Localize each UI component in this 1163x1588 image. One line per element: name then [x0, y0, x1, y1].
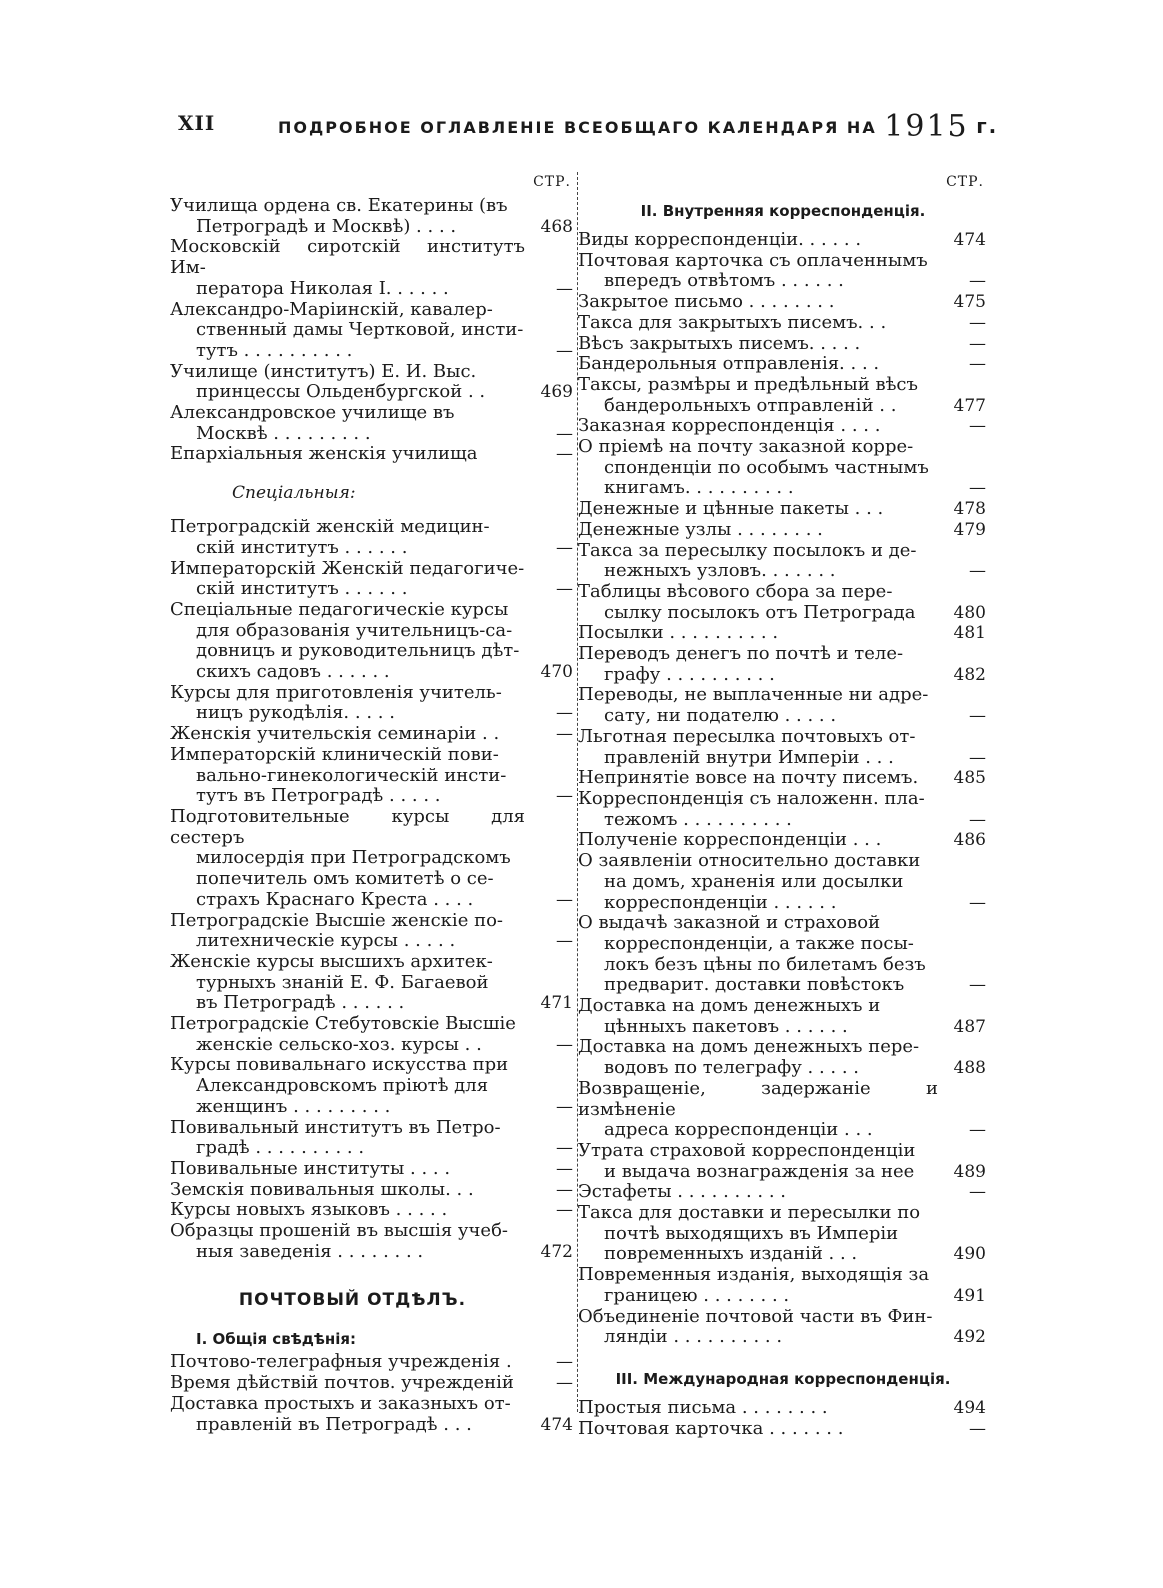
toc-entry-text [578, 582, 988, 623]
toc-entry-line: Полученіе корреспонденціи . . . [578, 829, 882, 851]
toc-entry [578, 685, 988, 726]
toc-entry-line: скихъ садовъ . . . . . . [196, 661, 390, 683]
toc-entry-text [578, 230, 988, 251]
left-page-column-label: СТР. [533, 174, 571, 190]
toc-entry-line: графу . . . . . . . . . . [604, 663, 775, 685]
toc-entry-line: Такса за пересылку посылокъ и де- [578, 539, 917, 561]
toc-entry-line: ляндіи . . . . . . . . . . [604, 1326, 783, 1348]
toc-entry-page: — [556, 703, 573, 724]
toc-entry-page: — [556, 724, 573, 745]
toc-entry-page: — [969, 706, 986, 727]
toc-entry-line: ственный дамы Чертковой, инсти- [196, 319, 524, 341]
toc-entry-line: Бандерольныя отправленія. . . . [578, 353, 880, 375]
toc-entry [578, 1141, 988, 1182]
toc-entry-line: границею . . . . . . . . [604, 1284, 790, 1306]
toc-entry-page: — [556, 1138, 573, 1159]
toc-entry-line: Александровское училище въ [170, 402, 455, 424]
toc-entry [170, 559, 575, 600]
toc-entry-line: Утрата страховой корреспонденціи [578, 1139, 916, 1161]
toc-entry-text [170, 1118, 575, 1159]
toc-entry [170, 911, 575, 952]
toc-entry-page: — [969, 1418, 986, 1439]
toc-entry-line: Земскія повивальныя школы. . . [170, 1178, 474, 1200]
toc-entry-page: — [556, 1200, 573, 1221]
toc-entry-page: — [556, 278, 573, 299]
toc-entry-line: литехническіе курсы . . . . . [196, 930, 456, 952]
toc-entry-line: Образцы прошеній въ высшія учеб- [170, 1220, 508, 1242]
toc-entry-line: Доставка на домъ денежныхъ и [578, 995, 881, 1017]
toc-entry [170, 1221, 575, 1262]
toc-entry-line: Корреспонденція съ наложенн. пла- [578, 787, 925, 809]
toc-entry-page: — [556, 444, 573, 465]
toc-entry-page: 469 [540, 382, 573, 403]
toc-entry-page: 489 [953, 1161, 986, 1182]
toc-entry-page: — [969, 809, 986, 830]
left-group-special [170, 517, 575, 1262]
toc-entry-page: — [969, 1182, 986, 1203]
toc-entry [578, 623, 988, 644]
toc-entry [170, 403, 575, 444]
toc-entry-text [578, 499, 988, 520]
toc-entry-text [170, 724, 575, 745]
toc-entry-page: 491 [953, 1285, 986, 1306]
toc-entry-text [170, 911, 575, 952]
toc-entry-line: повременныхъ изданій . . . [604, 1243, 858, 1265]
toc-entry-text [578, 789, 988, 830]
toc-entry [170, 237, 575, 299]
toc-entry-text [578, 354, 988, 375]
page-header [0, 103, 1163, 143]
left-group-postal [170, 1352, 575, 1435]
toc-entry-line: Повивальные институты . . . . [170, 1157, 451, 1179]
toc-entry-text [170, 952, 575, 1014]
toc-entry-page: 479 [953, 519, 986, 540]
toc-entry-line: принцессы Ольденбургской . . [196, 381, 486, 403]
special-heading: Спеціальныя: [232, 483, 356, 504]
toc-entry-line: Александро-Маріинскій, кавалер- [170, 298, 493, 320]
toc-entry-text [578, 1182, 988, 1203]
toc-entry [578, 334, 988, 355]
toc-entry-page: — [969, 561, 986, 582]
toc-entry-line: Курсы новыхъ языковъ . . . . . [170, 1199, 448, 1221]
toc-entry-page: 472 [540, 1241, 573, 1262]
toc-entry-line: Курсы повивальнаго искусства при [170, 1054, 509, 1076]
toc-entry-text [578, 313, 988, 334]
toc-entry-line: Вѣсъ закрытыхъ писемъ. . . . . [578, 332, 861, 354]
toc-entry-page: — [969, 478, 986, 499]
toc-entry [170, 1200, 575, 1221]
toc-entry-text [578, 1079, 988, 1141]
left-column [170, 168, 575, 1435]
toc-entry-text [578, 1398, 988, 1419]
toc-entry-page: — [969, 975, 986, 996]
toc-entry-text [578, 913, 988, 996]
toc-entry-page: — [556, 1179, 573, 1200]
toc-entry-text [578, 520, 988, 541]
toc-entry-page: — [556, 1352, 573, 1373]
toc-entry [578, 727, 988, 768]
toc-entry-line: цѣнныхъ пакетовъ . . . . . . [604, 1015, 848, 1037]
toc-entry-line: Александровскомъ пріютѣ для [196, 1075, 489, 1097]
toc-entry [170, 1118, 575, 1159]
toc-entry-line: Доставка простыхъ и заказныхъ от- [170, 1392, 511, 1414]
toc-entry-page: 481 [953, 623, 986, 644]
running-title [278, 109, 998, 144]
toc-entry [578, 499, 988, 520]
toc-entry-line: Почтовая карточка . . . . . . . [578, 1417, 844, 1439]
toc-entry-page: 482 [953, 664, 986, 685]
toc-entry [170, 724, 575, 745]
toc-entry-text [578, 251, 988, 292]
toc-entry [578, 996, 988, 1037]
toc-entry-line: Возвращеніе, задержаніе и измѣненіе [578, 1077, 938, 1120]
toc-entry-line: О заявленіи относительно доставки [578, 850, 921, 872]
toc-entry-page: 488 [953, 1058, 986, 1079]
toc-entry-page: — [556, 786, 573, 807]
toc-entry-line: Эстафеты . . . . . . . . . . [578, 1181, 787, 1203]
toc-entry-page: 470 [540, 662, 573, 683]
toc-entry-line: ныя заведенія . . . . . . . . [196, 1240, 424, 1262]
toc-entry [578, 768, 988, 789]
toc-entry-text [170, 444, 575, 465]
toc-entry-line: Женскія учительскія семинаріи . . [170, 723, 500, 745]
toc-entry-text [578, 644, 988, 685]
toc-entry-line: въ Петроградѣ . . . . . . [196, 992, 405, 1014]
toc-entry-text [170, 1180, 575, 1201]
toc-entry-line: тежомъ . . . . . . . . . . [604, 808, 792, 830]
toc-entry-line: Училища ордена св. Екатерины (въ [170, 195, 508, 216]
toc-entry-line: Непринятіе вовсе на почту писемъ. [578, 767, 919, 789]
toc-entry [578, 541, 988, 582]
toc-entry [578, 437, 988, 499]
toc-entry-text [578, 623, 988, 644]
toc-entry-line: турныхъ знаній Е. Ф. Багаевой [196, 971, 489, 993]
toc-entry [170, 1159, 575, 1180]
toc-entry [578, 1203, 988, 1265]
toc-entry-line: Денежные и цѣнные пакеты . . . [578, 498, 884, 520]
toc-entry [578, 1037, 988, 1078]
toc-entry-line: корреспонденціи, а также посы- [604, 932, 914, 954]
toc-entry-line: сылку посылокъ отъ Петрограда [604, 601, 916, 623]
toc-entry-line: Подготовительные курсы для сестеръ [170, 805, 525, 848]
toc-entry-text [578, 292, 988, 313]
toc-entry-text [170, 1221, 575, 1262]
toc-entry-line: Курсы для приготовленія учитель- [170, 681, 502, 703]
toc-entry-line: правленій въ Петроградѣ . . . [196, 1413, 472, 1435]
toc-entry-line: тутъ . . . . . . . . . . [196, 339, 353, 361]
toc-entry-line: Таксы, размѣры и предѣльный вѣсъ [578, 373, 918, 395]
toc-entry [170, 444, 575, 465]
toc-entry-page: — [969, 416, 986, 437]
toc-entry-page: 475 [953, 292, 986, 313]
toc-entry-text [170, 1352, 575, 1373]
toc-entry-page: — [556, 1096, 573, 1117]
toc-entry-line: страхъ Краснаго Креста . . . . [196, 888, 474, 910]
toc-entry-line: Петроградскіе Высшіе женскіе по- [170, 909, 503, 931]
toc-entry-text [578, 1265, 988, 1306]
toc-entry-page: — [556, 1034, 573, 1055]
toc-entry-text [578, 830, 988, 851]
toc-entry-line: Такса для закрытыхъ писемъ. . . [578, 311, 887, 333]
toc-entry-line: женщинъ . . . . . . . . . [196, 1095, 391, 1117]
toc-entry-line: Петроградскіе Стебутовскіе Высшіе [170, 1013, 516, 1035]
toc-entry [170, 300, 575, 362]
toc-entry [170, 1373, 575, 1394]
toc-entry-line: книгамъ. . . . . . . . . . [604, 477, 794, 499]
general-info-heading: I. Общія свѣдѣнія: [196, 1330, 357, 1349]
toc-entry [578, 230, 988, 251]
toc-entry-line: адреса корреспонденціи . . . [604, 1119, 873, 1141]
toc-entry-page: — [969, 312, 986, 333]
toc-entry-page: 478 [953, 499, 986, 520]
page-number: XII [178, 111, 216, 135]
toc-entry-text [170, 517, 575, 558]
toc-entry-line: Петроградѣ и Москвѣ) . . . . [196, 215, 457, 237]
toc-entry-line: Закрытое письмо . . . . . . . . [578, 291, 835, 313]
toc-entry-line: ператора Николая I. . . . . . [196, 277, 449, 299]
toc-entry [578, 292, 988, 313]
toc-entry-line: Простыя письма . . . . . . . . [578, 1396, 828, 1418]
toc-entry-line: для образованія учительницъ-са- [196, 619, 513, 641]
toc-entry-line: на домъ, храненія или досылки [604, 870, 904, 892]
toc-entry [578, 1419, 988, 1440]
toc-entry-line: бандерольныхъ отправленій . . [604, 394, 897, 416]
toc-entry-text [578, 768, 988, 789]
toc-entry-text [578, 1307, 988, 1348]
toc-entry-line: впередъ отвѣтомъ . . . . . . [604, 270, 844, 292]
toc-entry [578, 251, 988, 292]
toc-entry [170, 196, 575, 237]
toc-entry-text [578, 1419, 988, 1440]
toc-entry-line: нежныхъ узловъ. . . . . . . [604, 560, 836, 582]
toc-entry-line: Московскій сиротскій институтъ Им- [170, 236, 525, 279]
toc-entry [170, 1180, 575, 1201]
toc-entry-line: Москвѣ . . . . . . . . . [196, 422, 371, 444]
toc-entry-page: — [556, 889, 573, 910]
toc-entry-text [170, 196, 575, 237]
toc-entry-line: Время дѣйствій почтов. учрежденій [170, 1372, 514, 1394]
toc-entry-page: — [556, 1158, 573, 1179]
toc-entry-page: 490 [953, 1244, 986, 1265]
toc-entry-page: — [969, 271, 986, 292]
toc-entry-page: — [969, 333, 986, 354]
toc-entry-page: 486 [953, 830, 986, 851]
toc-entry-line: Женскіе курсы высшихъ архитек- [170, 950, 493, 972]
toc-entry-page: — [556, 1373, 573, 1394]
toc-entry-text [170, 600, 575, 683]
toc-entry-page: — [556, 340, 573, 361]
toc-entry [170, 1394, 575, 1435]
toc-entry [578, 1398, 988, 1419]
toc-entry-line: Такса для доставки и пересылки по [578, 1202, 921, 1224]
toc-entry-text [170, 1014, 575, 1055]
toc-entry-line: скій институтъ . . . . . . [196, 578, 408, 600]
toc-entry-text [170, 237, 575, 299]
toc-entry-line: Императорскій клиническій пови- [170, 743, 499, 765]
postal-section-heading: ПОЧТОВЫЙ ОТДѢЛЪ. [238, 1290, 467, 1311]
toc-entry-page: — [969, 1120, 986, 1141]
toc-entry-text [578, 851, 988, 913]
international-correspondence-heading: III. Международная корреспонденція. [615, 1369, 951, 1388]
toc-entry-line: водовъ по телеграфу . . . . . [604, 1057, 860, 1079]
toc-entry-line: Объединеніе почтовой части въ Фин- [578, 1305, 933, 1327]
toc-entry [170, 807, 575, 911]
toc-entry-page: — [556, 423, 573, 444]
toc-entry-line: О пріемѣ на почту заказной корре- [578, 436, 914, 458]
toc-entry-line: Денежные узлы . . . . . . . . [578, 518, 823, 540]
running-title-year-suffix: г. [976, 114, 999, 138]
toc-entry-line: Таблицы вѣсового сбора за пере- [578, 580, 893, 602]
toc-entry-text [578, 416, 988, 437]
toc-entry-page: 494 [953, 1397, 986, 1418]
toc-entry-line: почтѣ выходящихъ въ Имперіи [604, 1222, 899, 1244]
toc-entry [578, 1079, 988, 1141]
toc-entry [578, 913, 988, 996]
toc-entry [578, 644, 988, 685]
toc-entry-page: 492 [953, 1327, 986, 1348]
toc-entry [170, 600, 575, 683]
toc-entry-text [578, 727, 988, 768]
toc-entry-text [170, 1055, 575, 1117]
toc-entry-page: 468 [540, 216, 573, 237]
toc-entry-page: 485 [953, 768, 986, 789]
internal-correspondence-heading: II. Внутренняя корреспонденція. [640, 202, 926, 220]
toc-entry-line: правленій внутри Имперіи . . . [604, 746, 894, 768]
toc-entry [578, 354, 988, 375]
toc-entry [578, 375, 988, 416]
toc-entry [170, 745, 575, 807]
toc-entry-page: — [556, 931, 573, 952]
toc-entry-line: Виды корреспонденціи. . . . . . [578, 229, 862, 250]
toc-entry [578, 830, 988, 851]
toc-entry-text [170, 559, 575, 600]
toc-entry-page: — [556, 579, 573, 600]
toc-entry-line: скій институтъ . . . . . . [196, 536, 408, 558]
toc-entry-line: Льготная пересылка почтовыхъ от- [578, 725, 916, 747]
right-group-international [578, 1398, 988, 1439]
toc-entry-line: женскіе сельско-хоз. курсы . . [196, 1033, 482, 1055]
toc-entry-page: — [969, 747, 986, 768]
toc-entry-text [170, 1394, 575, 1435]
toc-entry-page: 480 [953, 602, 986, 623]
toc-entry [578, 1307, 988, 1348]
toc-entry [170, 683, 575, 724]
toc-entry-text [578, 437, 988, 499]
toc-entry-line: милосердія при Петроградскомъ [196, 847, 511, 869]
toc-entry-line: градѣ . . . . . . . . . . [196, 1137, 365, 1159]
toc-entry-line: сату, ни подателю . . . . . [604, 705, 837, 727]
toc-entry-page: — [556, 537, 573, 558]
toc-entry [578, 851, 988, 913]
toc-entry [578, 416, 988, 437]
toc-entry-page: — [969, 892, 986, 913]
toc-entry-text [578, 375, 988, 416]
toc-entry-line: корреспонденціи . . . . . . [604, 891, 837, 913]
toc-entry-line: Почтовая карточка съ оплаченнымъ [578, 249, 928, 271]
toc-entry-line: Доставка на домъ денежныхъ пере- [578, 1036, 920, 1058]
toc-entry [170, 362, 575, 403]
toc-entry [170, 517, 575, 558]
toc-entry-text [170, 403, 575, 444]
toc-entry-line: Заказная корреспонденція . . . . [578, 415, 881, 437]
toc-entry [578, 313, 988, 334]
toc-entry-line: довницъ и руководительницъ дѣт- [196, 640, 520, 662]
toc-entry-line: Почтово-телеграфныя учрежденія . [170, 1351, 512, 1373]
toc-entry-text [578, 685, 988, 726]
toc-entry-line: и выдача вознагражденія за нее [604, 1160, 915, 1182]
toc-entry-line: спонденціи по особымъ частнымъ [604, 456, 929, 478]
toc-entry-page: 487 [953, 1016, 986, 1037]
toc-entry-text [170, 1200, 575, 1221]
toc-entry-text [578, 541, 988, 582]
toc-entry-line: Переводъ денегъ по почтѣ и теле- [578, 643, 904, 665]
toc-entry-line: вально-гинекологическій инсти- [196, 764, 507, 786]
toc-entry-text [170, 1373, 575, 1394]
toc-entry-line: попечитель омъ комитетѣ о се- [196, 868, 494, 890]
toc-entry-text [170, 362, 575, 403]
toc-entry-page: 474 [540, 1414, 573, 1435]
toc-entry [170, 1014, 575, 1055]
toc-entry-line: Императорскій Женскій педагогиче- [170, 557, 525, 579]
toc-entry-text [170, 300, 575, 362]
toc-entry-line: Повременныя изданія, выходящія за [578, 1264, 930, 1286]
right-column [578, 168, 988, 1439]
toc-entry-line: тутъ въ Петроградѣ . . . . . [196, 785, 441, 807]
toc-entry [578, 1182, 988, 1203]
toc-entry [578, 789, 988, 830]
toc-entry-text [170, 683, 575, 724]
toc-entry [578, 582, 988, 623]
toc-entry-line: Епархіальныя женскія училища [170, 443, 478, 465]
running-title-year: 1915 [884, 109, 969, 144]
toc-entry-line: Переводы, не выплаченные ни адре- [578, 684, 929, 706]
toc-entry-text [170, 745, 575, 807]
toc-entry-line: локъ безъ цѣны по билетамъ безъ [604, 953, 926, 975]
toc-entry-page: 477 [953, 395, 986, 416]
right-group-internal [578, 230, 988, 1348]
toc-entry-line: Петроградскій женскій медицин- [170, 516, 490, 538]
running-title-text: ПОДРОБНОЕ ОГЛАВЛЕНІЕ ВСЕОБЩАГО КАЛЕНДАРЯ НА [278, 118, 877, 137]
toc-entry-page: — [969, 354, 986, 375]
toc-entry-line: Спеціальные педагогическіе курсы [170, 598, 509, 620]
toc-entry-text [578, 996, 988, 1037]
toc-entry-page: 471 [540, 993, 573, 1014]
toc-entry-page: 474 [953, 230, 986, 250]
toc-entry [170, 952, 575, 1014]
toc-entry-text [578, 334, 988, 355]
toc-entry-text [578, 1037, 988, 1078]
toc-entry-line: Посылки . . . . . . . . . . [578, 622, 779, 644]
left-group-schools [170, 196, 575, 465]
toc-entry-text [170, 1159, 575, 1180]
toc-entry-text [170, 807, 575, 911]
toc-entry-line: ницъ рукодѣлія. . . . . [196, 702, 395, 724]
right-page-column-label: СТР. [946, 174, 984, 190]
toc-entry-line: О выдачѣ заказной и страховой [578, 912, 881, 934]
toc-entry [578, 1265, 988, 1306]
toc-entry-line: предварит. доставки повѣстокъ [604, 974, 905, 996]
toc-entry-text [578, 1141, 988, 1182]
toc-entry-line: Повивальный институтъ въ Петро- [170, 1116, 501, 1138]
toc-entry [170, 1352, 575, 1373]
toc-entry-text [578, 1203, 988, 1265]
toc-entry [578, 520, 988, 541]
toc-entry-line: Училище (институтъ) Е. И. Выс. [170, 360, 477, 382]
toc-entry [170, 1055, 575, 1117]
